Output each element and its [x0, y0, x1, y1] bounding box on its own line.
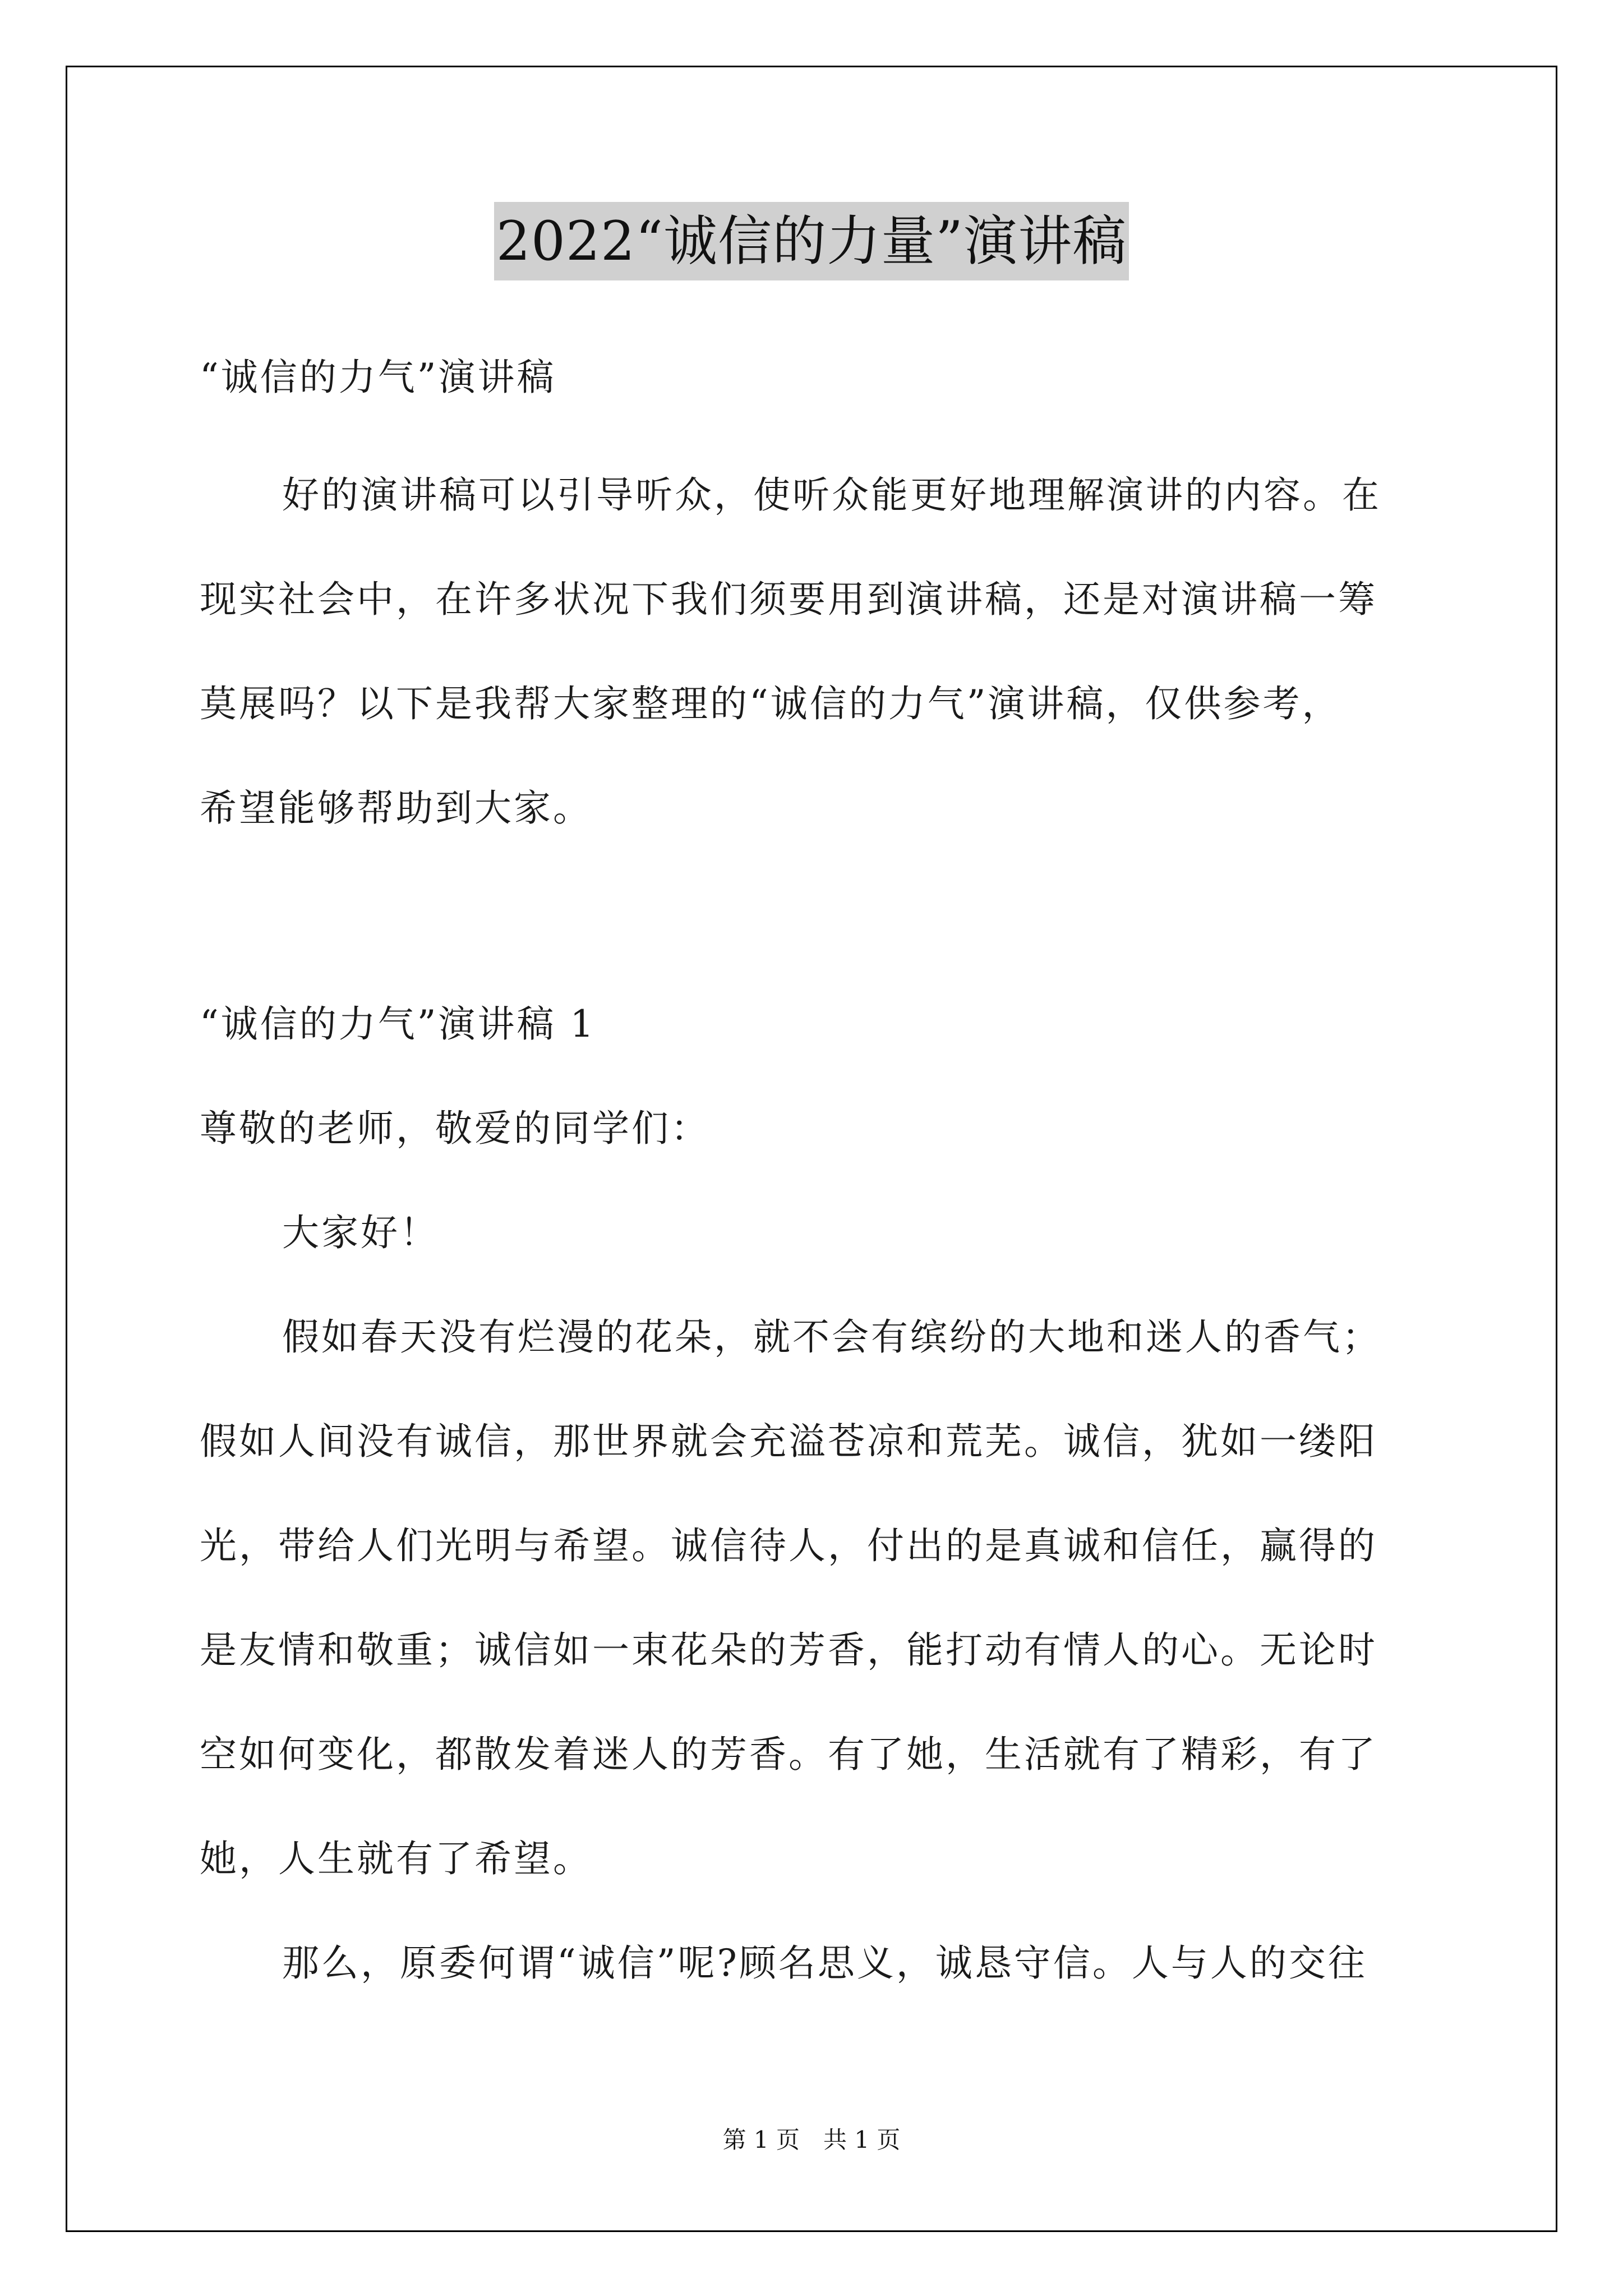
paragraph-line: 是友情和敬重；诚信如一束花朵的芳香，能打动有情人的心。无论时 — [200, 1628, 1377, 1672]
document-title: 2022“诚信的力量”演讲稿 — [494, 202, 1129, 280]
salutation: 尊敬的老师，敬爱的同学们： — [200, 1107, 710, 1150]
greeting: 大家好！ — [282, 1211, 439, 1254]
paragraph-line: 那么，原委何谓“诚信”呢?顾名思义，诚恳守信。人与人的交往 — [282, 1941, 1367, 1985]
intro-line: 希望能够帮助到大家。 — [200, 786, 592, 830]
intro-line: 现实社会中，在许多状况下我们须要用到演讲稿，还是对演讲稿一筹 — [200, 578, 1377, 621]
paragraph-line: 空如何变化，都散发着迷人的芳香。有了她，生活就有了精彩，有了 — [200, 1733, 1377, 1776]
section-heading: “诚信的力气”演讲稿 1 — [200, 1002, 596, 1046]
paragraph-line: 她，人生就有了希望。 — [200, 1837, 592, 1880]
title-container — [0, 202, 1623, 280]
page-footer: 第 1 页 共 1 页 — [722, 2126, 901, 2154]
paragraph-line: 假如春天没有烂漫的花朵，就不会有缤纷的大地和迷人的香气； — [282, 1315, 1381, 1359]
intro-line: 莫展吗？以下是我帮大家整理的“诚信的力气”演讲稿，仅供参考， — [200, 682, 1341, 725]
paragraph-line: 假如人间没有诚信，那世界就会充溢苍凉和荒芜。诚信，犹如一缕阳 — [200, 1420, 1377, 1463]
subtitle: “诚信的力气”演讲稿 — [200, 356, 556, 399]
intro-line: 好的演讲稿可以引导听众，使听众能更好地理解演讲的内容。在 — [282, 473, 1381, 517]
paragraph-line: 光，带给人们光明与希望。诚信待人，付出的是真诚和信任，赢得的 — [200, 1524, 1377, 1567]
